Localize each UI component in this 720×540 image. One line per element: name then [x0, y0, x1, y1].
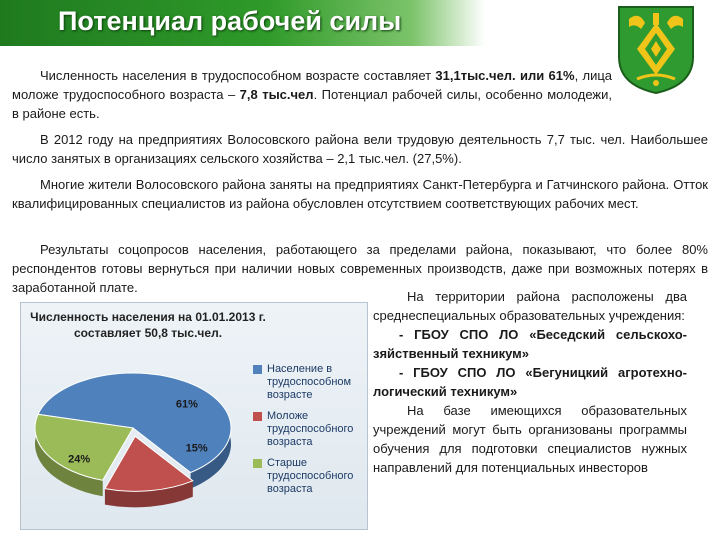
- chart-title: Численность населения на 01.01.2013 г. составляет 50,8 тыс.чел.: [30, 310, 266, 340]
- page-title: Потенциал рабочей силы: [58, 6, 402, 36]
- legend-swatch: [253, 365, 262, 374]
- paragraph-text: . Потенциал рабочей силы, особенно молодежи, в районе есть.: [12, 87, 613, 121]
- coat-of-arms-icon: [617, 5, 695, 95]
- paragraph-text: Многие жители Волосовского района заняты на предприятиях Санкт-Петербурга и Гатчинского района. Отток квалифицированных специалистов из района обусловлен отсутствием соответствующих рабочих мест.: [12, 177, 708, 211]
- paragraph-text: Численность населения в трудоспособном возрасте составляет: [40, 68, 436, 83]
- education-intro: На территории района расположены два среднеспециальных образовательных учреждения:: [373, 289, 687, 323]
- chart-legend: [253, 363, 365, 504]
- paragraph-text: , лица моложе трудоспособного возраста –: [12, 68, 613, 102]
- paragraph-text: Результаты соцопросов населения, работающего за пределами района, показывают, что более 80% респондентов готовы вернуться при наличии новых современных производств, даже при возможных потерях в заработанной плате.: [12, 242, 708, 295]
- pie-slice-label: 61%: [175, 398, 198, 411]
- paragraph-text: В 2012 году на предприятиях Волосовского района вели трудовую деятельность 7,7 тыс. чел. Наибольшее число занятых в организациях сельского хозяйства – 2,1 тыс.чел. (27,5%).: [12, 132, 708, 166]
- population-chart: [20, 302, 368, 530]
- young-figure: 7,8 тыс.чел: [239, 87, 314, 102]
- legend-label: Население в трудоспособном возрасте: [267, 363, 352, 401]
- working-age-figure: 31,1тыс.чел. или 61%: [435, 68, 575, 83]
- education-section: [373, 287, 687, 477]
- education-item-begunitsky: - ГБОУ СПО ЛО «Бегуницкий агротехно-логический техникум»: [373, 365, 687, 399]
- education-closing: На базе имеющихся образовательных учреждений могут быть организованы программы обучения для подготовки специалистов нужных направлений для потенциальных инвесторов: [373, 403, 687, 475]
- legend-item: [253, 457, 365, 496]
- legend-item: [253, 363, 365, 402]
- paragraph-employment: [12, 130, 708, 168]
- legend-swatch: [253, 459, 262, 468]
- legend-label: Моложе трудоспособного возраста: [267, 410, 354, 448]
- education-item-besedsky: - ГБОУ СПО ЛО «Беседский сельскохо-зяйственный техникум»: [373, 327, 687, 361]
- legend-swatch: [253, 412, 262, 421]
- paragraph-workforce: [12, 66, 612, 123]
- legend-item: [253, 410, 365, 449]
- pie-slice-label: 15%: [185, 442, 208, 455]
- paragraph-commuting: [12, 175, 708, 213]
- pie-slice-label: 24%: [68, 453, 91, 466]
- pie-chart: [21, 303, 253, 529]
- legend-label: Старше трудоспособного возраста: [267, 457, 354, 495]
